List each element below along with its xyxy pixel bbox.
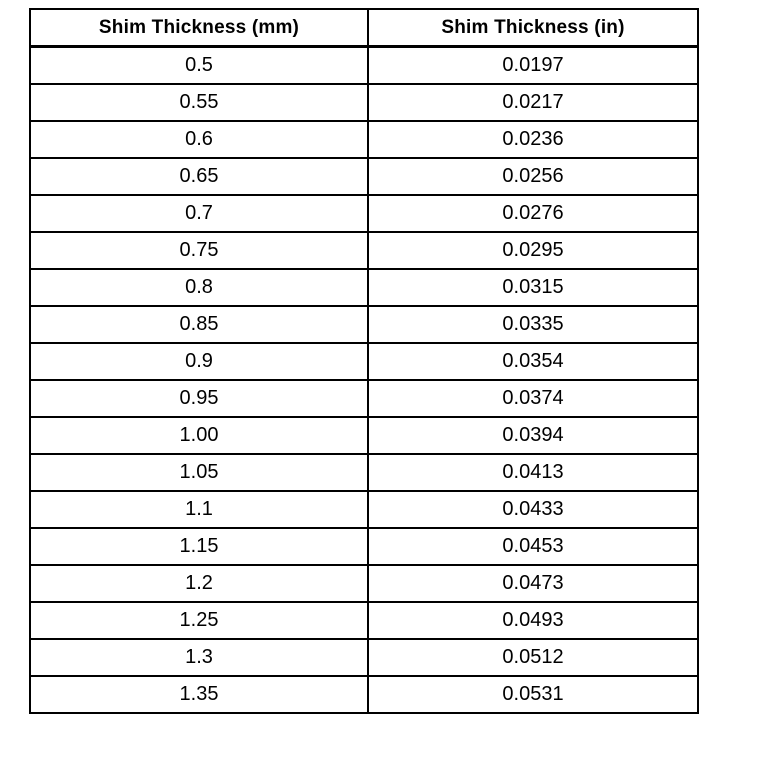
cell-thickness-in: 0.0374 bbox=[368, 380, 698, 417]
cell-thickness-in: 0.0335 bbox=[368, 306, 698, 343]
cell-thickness-in: 0.0394 bbox=[368, 417, 698, 454]
table-row bbox=[30, 380, 698, 417]
table-row bbox=[30, 454, 698, 491]
cell-thickness-mm: 1.15 bbox=[30, 528, 368, 565]
cell-thickness-mm: 0.7 bbox=[30, 195, 368, 232]
table-row bbox=[30, 84, 698, 121]
header-row bbox=[30, 9, 698, 47]
cell-thickness-in: 0.0276 bbox=[368, 195, 698, 232]
cell-thickness-mm: 0.6 bbox=[30, 121, 368, 158]
cell-thickness-in: 0.0433 bbox=[368, 491, 698, 528]
table-row bbox=[30, 565, 698, 602]
cell-thickness-mm: 0.85 bbox=[30, 306, 368, 343]
cell-thickness-mm: 0.55 bbox=[30, 84, 368, 121]
table-row bbox=[30, 232, 698, 269]
cell-thickness-in: 0.0315 bbox=[368, 269, 698, 306]
table-row bbox=[30, 121, 698, 158]
column-header-mm: Shim Thickness (mm) bbox=[30, 9, 368, 47]
cell-thickness-in: 0.0256 bbox=[368, 158, 698, 195]
cell-thickness-mm: 1.2 bbox=[30, 565, 368, 602]
table-row bbox=[30, 195, 698, 232]
table-row bbox=[30, 343, 698, 380]
cell-thickness-in: 0.0295 bbox=[368, 232, 698, 269]
cell-thickness-in: 0.0197 bbox=[368, 47, 698, 85]
cell-thickness-in: 0.0413 bbox=[368, 454, 698, 491]
shim-thickness-table-container bbox=[29, 8, 697, 714]
cell-thickness-mm: 1.35 bbox=[30, 676, 368, 713]
cell-thickness-mm: 1.25 bbox=[30, 602, 368, 639]
cell-thickness-in: 0.0493 bbox=[368, 602, 698, 639]
cell-thickness-in: 0.0453 bbox=[368, 528, 698, 565]
cell-thickness-in: 0.0531 bbox=[368, 676, 698, 713]
table-row bbox=[30, 306, 698, 343]
table-body bbox=[30, 47, 698, 714]
table-row bbox=[30, 269, 698, 306]
cell-thickness-mm: 1.1 bbox=[30, 491, 368, 528]
table-row bbox=[30, 639, 698, 676]
cell-thickness-mm: 1.00 bbox=[30, 417, 368, 454]
cell-thickness-in: 0.0512 bbox=[368, 639, 698, 676]
cell-thickness-mm: 0.8 bbox=[30, 269, 368, 306]
cell-thickness-in: 0.0354 bbox=[368, 343, 698, 380]
cell-thickness-mm: 0.95 bbox=[30, 380, 368, 417]
cell-thickness-in: 0.0236 bbox=[368, 121, 698, 158]
table-row bbox=[30, 602, 698, 639]
cell-thickness-mm: 1.05 bbox=[30, 454, 368, 491]
table-row bbox=[30, 528, 698, 565]
cell-thickness-in: 0.0217 bbox=[368, 84, 698, 121]
table-row bbox=[30, 491, 698, 528]
shim-thickness-table bbox=[29, 8, 699, 714]
table-row bbox=[30, 676, 698, 713]
table-row bbox=[30, 47, 698, 85]
cell-thickness-in: 0.0473 bbox=[368, 565, 698, 602]
cell-thickness-mm: 0.65 bbox=[30, 158, 368, 195]
cell-thickness-mm: 0.75 bbox=[30, 232, 368, 269]
table-row bbox=[30, 158, 698, 195]
cell-thickness-mm: 0.5 bbox=[30, 47, 368, 85]
cell-thickness-mm: 0.9 bbox=[30, 343, 368, 380]
cell-thickness-mm: 1.3 bbox=[30, 639, 368, 676]
column-header-in: Shim Thickness (in) bbox=[368, 9, 698, 47]
table-row bbox=[30, 417, 698, 454]
